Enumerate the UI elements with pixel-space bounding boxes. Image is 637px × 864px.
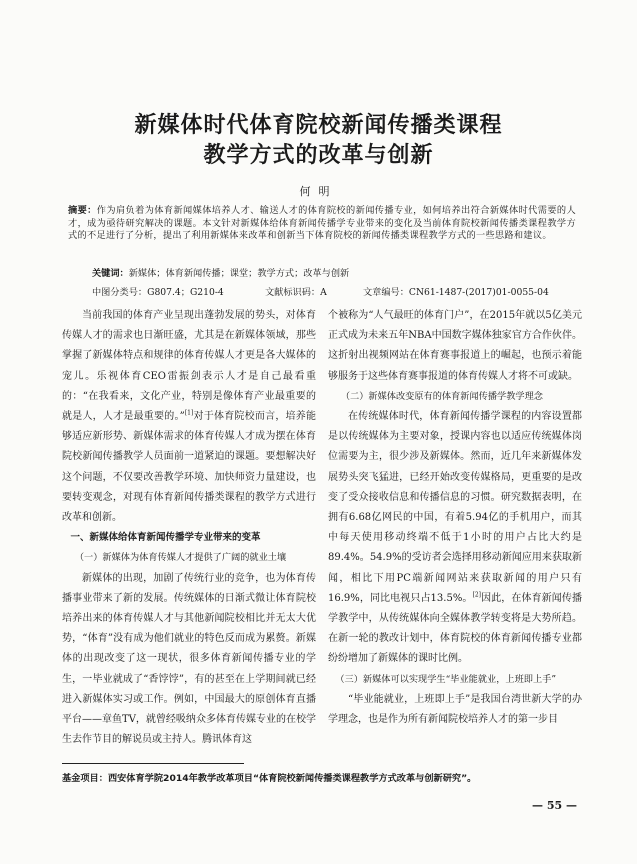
class-number: 中图分类号：G807.4；G210-4 bbox=[92, 287, 224, 298]
fund-note bbox=[62, 770, 582, 784]
page-number: — 55 — bbox=[532, 799, 577, 812]
citation-ref: [1] bbox=[184, 409, 194, 417]
subsection-heading: （二）新媒体改变原有的体育新闻传播学教学理念 bbox=[340, 390, 543, 402]
keywords bbox=[92, 268, 572, 280]
subsection-heading: （三）新媒体可以实现学生“毕业能就业，上班即上手” bbox=[335, 673, 557, 685]
article-title-line-2: 教学方式的改革与创新 bbox=[203, 143, 434, 168]
footnote-divider bbox=[62, 763, 244, 764]
abstract-text: 作为肩负着为体育新闻媒体培养人才、输送人才的体育院校的新闻传播专业，如何培养出符合新媒体时代需要的人才，成为亟待研究解决的课题。本文针对新媒体给体育新闻传播学专业带来的变化及当前体育院校新闻传播类课程教学方式的不足进行了分析，提出了利用新媒体来改革和创新当下体育院校的新闻传播类课程教学方式的一些思路和建议。 bbox=[68, 205, 576, 242]
keywords-label: 关键词： bbox=[92, 268, 129, 279]
citation-ref: [2] bbox=[472, 591, 482, 599]
paragraph: 新媒体的出现，加剧了传统行业的竞争，也为体育传播事业带来了新的发展。传统媒体的日渐式微让体育院校培养出来的体育传媒人才与其他新闻院校相比并无太大优势，“体育”没有成为他们就业的特色反而成为累赘。新媒体的出现改变了这一现状，很多体育新闻传播专业的学生，一毕业就成了“香饽饽”，有的甚至在上学期间就已经进入新媒体实习或工作。例如，中国最大的原创体育直播平台——章鱼TV，就曾经吸纳众多体育传媒专业的在校学生去作节目的解说员或主持人。腾讯体育这 bbox=[62, 572, 316, 746]
paragraph: 当前我国的体育产业呈现出蓬勃发展的势头，对体育传媒人才的需求也日渐旺盛，尤其是在新媒体领域，那些掌握了新媒体特点和规律的体育传媒人才更是各大媒体的宠儿。乐视体育CEO雷振剑表示人才是自己最看重的：“在我看来，文化产业，特别是像体育产业最重要的就是人，人才是最重要的。”[1]对于体育院校而言，培养能够适应新形势、新媒体需求的体育传媒人才成为摆在体育院校新闻传播教学人员面前一道紧迫的课题。要想解决好这个问题，不仅要改善教学环境、加快师资力量建设，也要转变观念，对现有体育新闻传播类课程的教学方式进行改革和创新。 bbox=[62, 310, 316, 524]
abstract bbox=[68, 205, 576, 243]
fund-label: 基金项目： bbox=[62, 773, 108, 784]
paragraph: 在传统媒体时代，体育新闻传播学课程的内容设置都是以传统媒体为主要对象，授课内容也以适应传统媒体岗位需要为主，很少涉及新媒体。然而，近几年来新媒体发展势头突飞猛进，已经开始改变传媒格局，更重要的是改变了受众接收信息和传播信息的习惯。研究数据表明，在拥有6.68亿网民的中国，有着5.94亿的手机用户，而其中每天使用移动终端不低于1小时的用户占比大约是89.4%。54.9%的受访者会选择用移动新闻应用来获取新闻，相比下用PC端新闻网站来获取新闻的用户只有16.9%，同比电视只占13.5%。[2]因此，在体育新闻传播学教学中，从传统媒体向全媒体教学转变将是大势所趋。在新一轮的教改计划中，体育院校的体育新闻传播专业都纷纷增加了新媒体的课时比例。 bbox=[328, 411, 582, 665]
article-number: 文章编号：CN61-1487-(2017)01-0055-04 bbox=[363, 287, 549, 298]
subsection-heading: （一）新媒体为体育传媒人才提供了广阔的就业土壤 bbox=[74, 552, 287, 564]
article-title-line-1: 新媒体时代体育院校新闻传播类课程 bbox=[134, 113, 503, 138]
abstract-label: 摘要： bbox=[68, 205, 97, 216]
section-heading: 一、新媒体给体育新闻传播学专业带来的变革 bbox=[70, 532, 261, 544]
paragraph: “毕业能就业，上班即上手”是我国台湾世新大学的办学理念，也是作为所有新闻院校培养人才的第一步目 bbox=[328, 693, 582, 726]
left-column bbox=[62, 306, 316, 750]
author-name: 何明 bbox=[299, 185, 338, 198]
right-column bbox=[328, 306, 582, 730]
paragraph: 个被称为“人气最旺的体育门户”，在2015年就以5亿美元正式成为未来五年NBA中国数字媒体独家官方合作伙伴。这折射出视频网站在体育赛事报道上的崛起，也预示着能够服务于这些体育赛事报道的体育传媒人才将不可或缺。 bbox=[328, 310, 582, 382]
keywords-text: 新媒体；体育新闻传播；课堂；教学方式；改革与创新 bbox=[128, 268, 350, 279]
document-code: 文献标识码：A bbox=[265, 287, 327, 298]
fund-text: 西安体育学院2014年教学改革项目“体育院校新闻传播类课程教学方式改革与创新研究”。 bbox=[107, 773, 477, 784]
